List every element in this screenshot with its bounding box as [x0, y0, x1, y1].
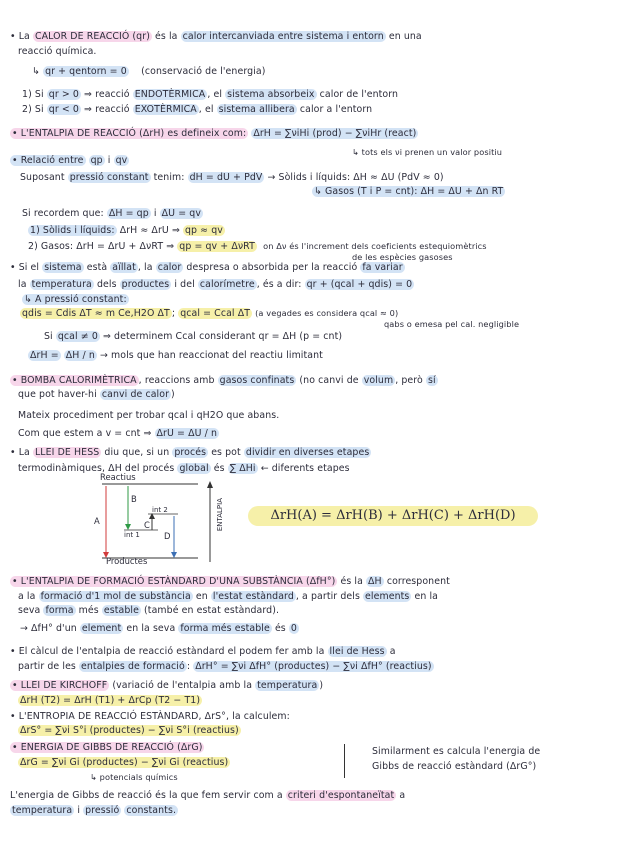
- diagram-int1: int 1: [124, 531, 140, 539]
- diagram-reactius: Reactius: [100, 472, 136, 482]
- line-energia-gibbs: L'energia de Gibbs de reacció és la que fem servir com a criteri d'espontaneïtat a: [10, 790, 406, 801]
- line-gasos-2: 2) Gasos: ΔrH = ΔrU + ΔνRT ⇒ qp = qv + ΔνRT on Δν és l'increment dels coeficients estequiomètrics: [28, 241, 487, 252]
- line-element-zero: → ΔfH° d'un element en la seva forma més estable és 0: [20, 623, 297, 634]
- line-entropia: • L'ENTROPIA DE REACCIÓ ESTÀNDARD, ΔrS°, la calculem:: [10, 711, 290, 722]
- gibbs-bracket: [344, 744, 351, 778]
- diagram-productes: Productes: [106, 556, 148, 566]
- hess-diagram: [88, 472, 228, 568]
- line-formacio-mol: a la formació d'1 mol de substància en l'estat estàndard , a partir dels elements en la: [18, 591, 439, 602]
- line-llei-hess: • La LLEI DE HESS diu que, si un procés es pot dividir en diverses etapes: [10, 447, 370, 458]
- hess-diagram-lines: [88, 476, 228, 568]
- line-potencials: ↳ potencials químics: [90, 772, 178, 782]
- diagram-entalpia-axis: ENTALPIA: [216, 498, 224, 532]
- diagram-d: D: [164, 531, 171, 541]
- line-qabs: qabs o emesa pel cal. negligible: [384, 319, 520, 329]
- line-qdis-qcal: qdis = Cdis ΔT ≈ m Ce,H2O ΔT ; qcal = Ccal ΔT (a vegades es considera qcal ≈ 0): [22, 308, 399, 319]
- line-exotermica: 2) Si qr < 0 ⇒ reacció EXOTÈRMICA , el sistema allibera calor a l'entorn: [22, 104, 373, 115]
- diagram-a: A: [94, 516, 100, 526]
- line-entalpia-formacio: • L'ENTALPIA DE FORMACIÓ ESTÀNDARD D'UNA SUBSTÀNCIA (ΔfH°) és la ΔH corresponent: [12, 576, 450, 587]
- diagram-int2: int 2: [152, 506, 168, 514]
- line-suposant-pressio: Suposant pressió constant tenim: dH = dU + PdV → Sòlids i líquids: ΔH ≈ ΔU (PdV ≈ 0): [20, 172, 444, 183]
- line-gibbs-estandard: Gibbs de reacció estàndard (ΔrG°): [372, 761, 537, 772]
- line-entalpies-formacio: partir de les entalpies de formació : ΔrH° = ∑νi ΔfH° (productes) − ∑νi ΔfH° (reactius): [18, 661, 432, 672]
- line-termodinamiques: termodinàmiques, ΔH del procés global és ∑ ΔHi ← diferents etapes: [18, 463, 350, 474]
- line-similarment: Similarment es calcula l'energia de: [372, 746, 541, 757]
- line-especies-gasoses: de les espècies gasoses: [352, 252, 453, 262]
- line-tots-positius: ↳ tots els νi prenen un valor positiu: [352, 147, 503, 157]
- line-calor-reaccio: • La CALOR DE REACCIÓ (qr) és la calor intercanviada entre sistema i entorn en una: [10, 31, 422, 42]
- line-entropia-eq: ΔrS° = ∑νi S°i (productes) − ∑νi S°i (reactius): [20, 725, 239, 736]
- line-sistema-aillat: • Si el sistema està aïllat , la calor despresa o absorbida per la reacció fa variar: [10, 262, 403, 273]
- line-endotermica: 1) Si qr > 0 ⇒ reacció ENDOTÈRMICA , el sistema absorbeix calor de l'entorn: [22, 89, 399, 100]
- line-com-que-v-cnt: Com que estem a v = cnt ⇒ ΔrU = ΔU / n: [18, 428, 218, 439]
- diagram-c: C: [144, 520, 150, 530]
- line-delta-rh: ΔrH = ΔH / n → mols que han reaccionat del reactiu limitant: [30, 350, 323, 361]
- line-bomba-calorimetrica: • BOMBA CALORIMÈTRICA , reaccions amb gasos confinats (no canvi de volum , però sí: [12, 375, 436, 386]
- line-seva-forma: seva forma més estable (també en estat estàndard).: [18, 605, 280, 616]
- line-calcul-entalpia: • El càlcul de l'entalpia de reacció estàndard el podem fer amb la llei de Hess a: [10, 646, 396, 657]
- line-si-recordem: Si recordem que: ΔH = qp i ΔU = qv: [22, 208, 201, 219]
- line-pressio-constant: ↳ A pressió constant:: [24, 294, 127, 305]
- line-temperatura-pressio: temperatura i pressió constants.: [12, 805, 177, 816]
- line-entalpia-reaccio: • L'ENTALPIA DE REACCIÓ (ΔrH) es defineix com: ΔrH = ∑νiHi (prod) − ∑νiHr (react): [12, 128, 417, 139]
- line-solids-liquids: 1) Sòlids i líquids: ΔrH ≈ ΔrU ⇒ qp ≈ qv: [30, 225, 223, 236]
- diagram-b: B: [131, 494, 137, 504]
- line-gibbs-eq: ΔrG = ∑νi Gi (productes) − ∑νi Gi (reactius): [20, 757, 229, 768]
- line-gasos: ↳ Gasos (T i P = cnt): ΔH = ΔU + Δn RT: [314, 186, 504, 197]
- line-relacio-qp-qv: • Relació entre qp i qv: [12, 155, 128, 166]
- line-mateix-procediment: Mateix procediment per trobar qcal i qH2O que abans.: [18, 410, 280, 421]
- line-reaccio-quimica: reacció química.: [18, 46, 97, 57]
- line-kirchoff-eq: ΔrH (T2) = ΔrH (T1) + ΔrCp (T2 − T1): [20, 695, 201, 706]
- line-kirchoff: • LLEI DE KIRCHOFF (variació de l'entalpia amb la temperatura ): [12, 680, 324, 691]
- line-gibbs: • ENERGIA DE GIBBS DE REACCIÓ (ΔrG): [12, 742, 203, 753]
- line-si-qcal: Si qcal ≠ 0 ⇒ determinem Ccal considerant qr = ΔH (p = cnt): [44, 331, 343, 342]
- line-canvi-calor: que pot haver-hi canvi de calor ): [18, 389, 175, 400]
- line-temperatura-productes: la temperatura dels productes i del calorímetre , és a dir: qr + (qcal + qdis) = 0: [18, 279, 413, 290]
- line-conservacio: ↳ qr + qentorn = 0 (conservació de l'energia): [32, 66, 266, 77]
- hess-equation: ΔrH(A) = ΔrH(B) + ΔrH(C) + ΔrH(D): [248, 506, 538, 526]
